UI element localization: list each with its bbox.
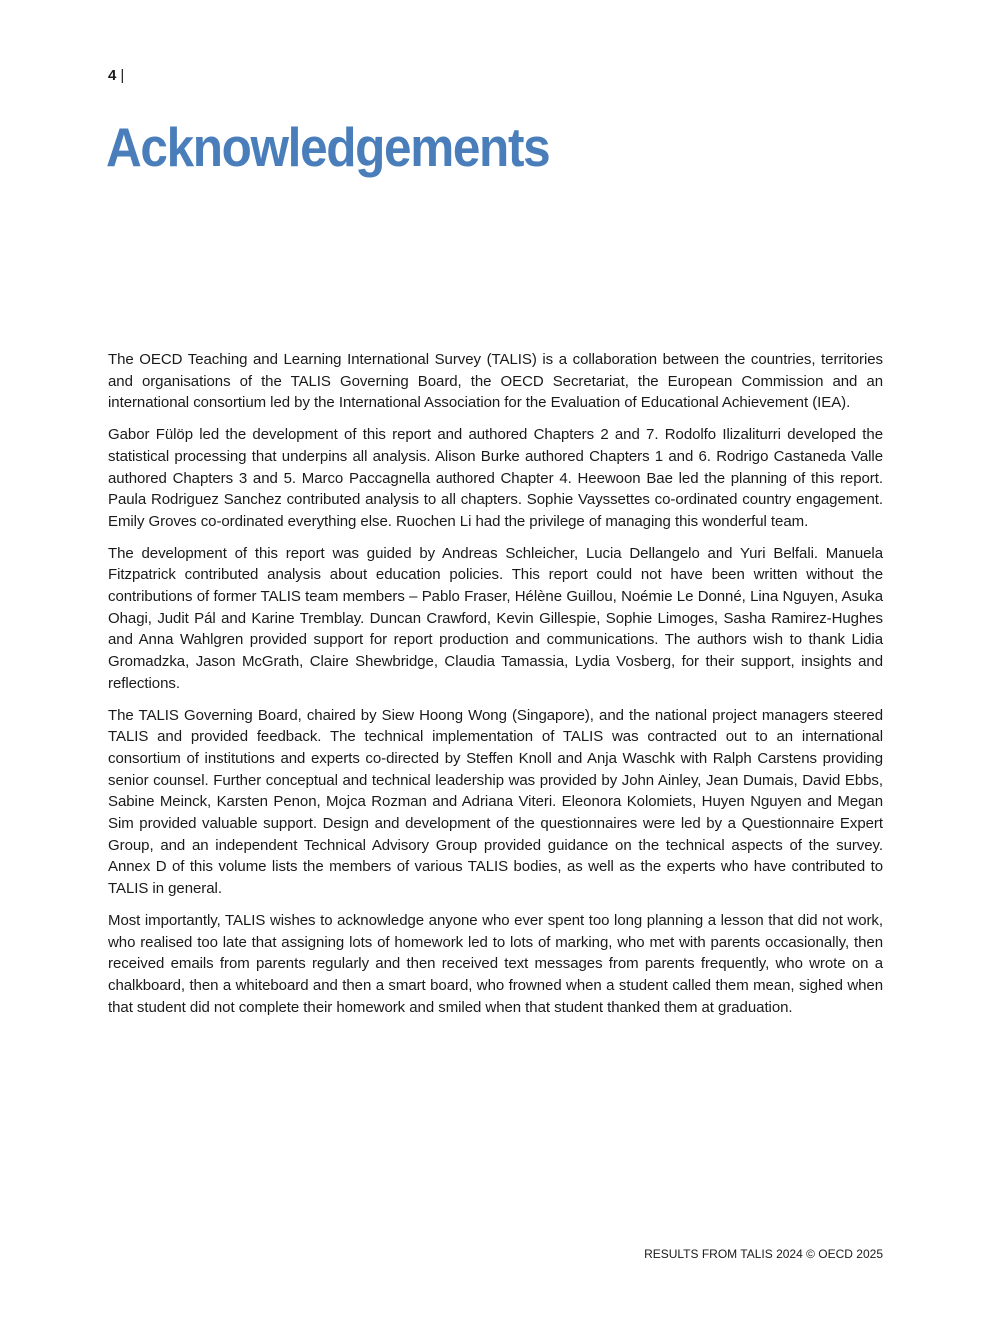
paragraph-governing-board: The TALIS Governing Board, chaired by Siew Hoong Wong (Singapore), and the national project managers steered TALIS and provided feedback. The technical implementation of TALIS was contracted out to an international consortium of institutions and experts co-directed by Steffen Knoll and Anja Waschk with Ralph Carstens providing senior counsel. Further conceptual and technical leadership was provided by John Ainley, Jean Dumais, David Ebbs, Sabine Meinck, Karsten Penon, Mojca Rozman and Adriana Viteri. Eleonora Kolomiets, Huyen Nguyen and Megan Sim provided valuable support. Design and development of the questionnaires were led by a Questionnaire Expert Group, and an independent Technical Advisory Group provided guidance on the technical aspects of the survey. Annex D of this volume lists the members of various TALIS bodies, as well as the experts who have contributed to TALIS in general. bbox=[108, 706, 883, 898]
page-number-separator: | bbox=[120, 67, 125, 84]
paragraph-intro: The OECD Teaching and Learning International Survey (TALIS) is a collaboration between the countries, territories and organisations of the TALIS Governing Board, the OECD Secretariat, the European Commission and an international consortium led by the International Association for the Evaluation of Educational Achievement (IEA). bbox=[108, 351, 883, 412]
paragraph-authors: Gabor Fülöp led the development of this report and authored Chapters 2 and 7. Rodolfo Ilizaliturri developed the statistical processing that underpins all analysis. Alison Burke authored Chapters 1 and 6. Rodrigo Castaneda Valle authored Chapters 3 and 5. Marco Paccagnella authored Chapter 4. Heewoon Bae led the planning of this report. Paula Rodriguez Sanchez contributed analysis to all chapters. Sophie Vayssettes co-ordinated country engagement. Emily Groves co-ordinated everything else. Ruochen Li had the privilege of managing this wonderful team. bbox=[108, 426, 883, 530]
paragraph-teachers: Most importantly, TALIS wishes to acknowledge anyone who ever spent too long planning a lesson that did not work, who realised too late that assigning lots of homework led to lots of marking, who met with parents occasionally, then received emails from parents regularly and then received text messages from parents frequently, who wrote on a chalkboard, then a whiteboard and then a smart board, who frowned when a student called them mean, sighed when that student did not complete their homework and smiled when that student thanked them at graduation. bbox=[108, 911, 883, 1016]
page-number-value: 4 bbox=[108, 67, 117, 84]
page-title: Acknowledgements bbox=[106, 116, 550, 178]
page-footer: RESULTS FROM TALIS 2024 © OECD 2025 bbox=[644, 1247, 883, 1261]
acknowledgements-body bbox=[108, 349, 883, 1028]
paragraph-guidance: The development of this report was guided by Andreas Schleicher, Lucia Dellangelo and Yuri Belfali. Manuela Fitzpatrick contributed analysis about education policies. This report could not have been written without the contributions of former TALIS team members – Pablo Fraser, Hélène Guillou, Noémie Le Donné, Lina Nguyen, Asuka Ohagi, Judit Pál and Karine Tremblay. Duncan Crawford, Kevin Gillespie, Sophie Limoges, Sasha Ramirez-Hughes and Anna Wahlgren provided support for report production and communications. The authors wish to thank Lidia Gromadzka, Jason McGrath, Claire Shewbridge, Claudia Tamassia, Lydia Vosberg, for their support, insights and reflections. bbox=[108, 544, 883, 692]
page-number bbox=[108, 66, 124, 86]
